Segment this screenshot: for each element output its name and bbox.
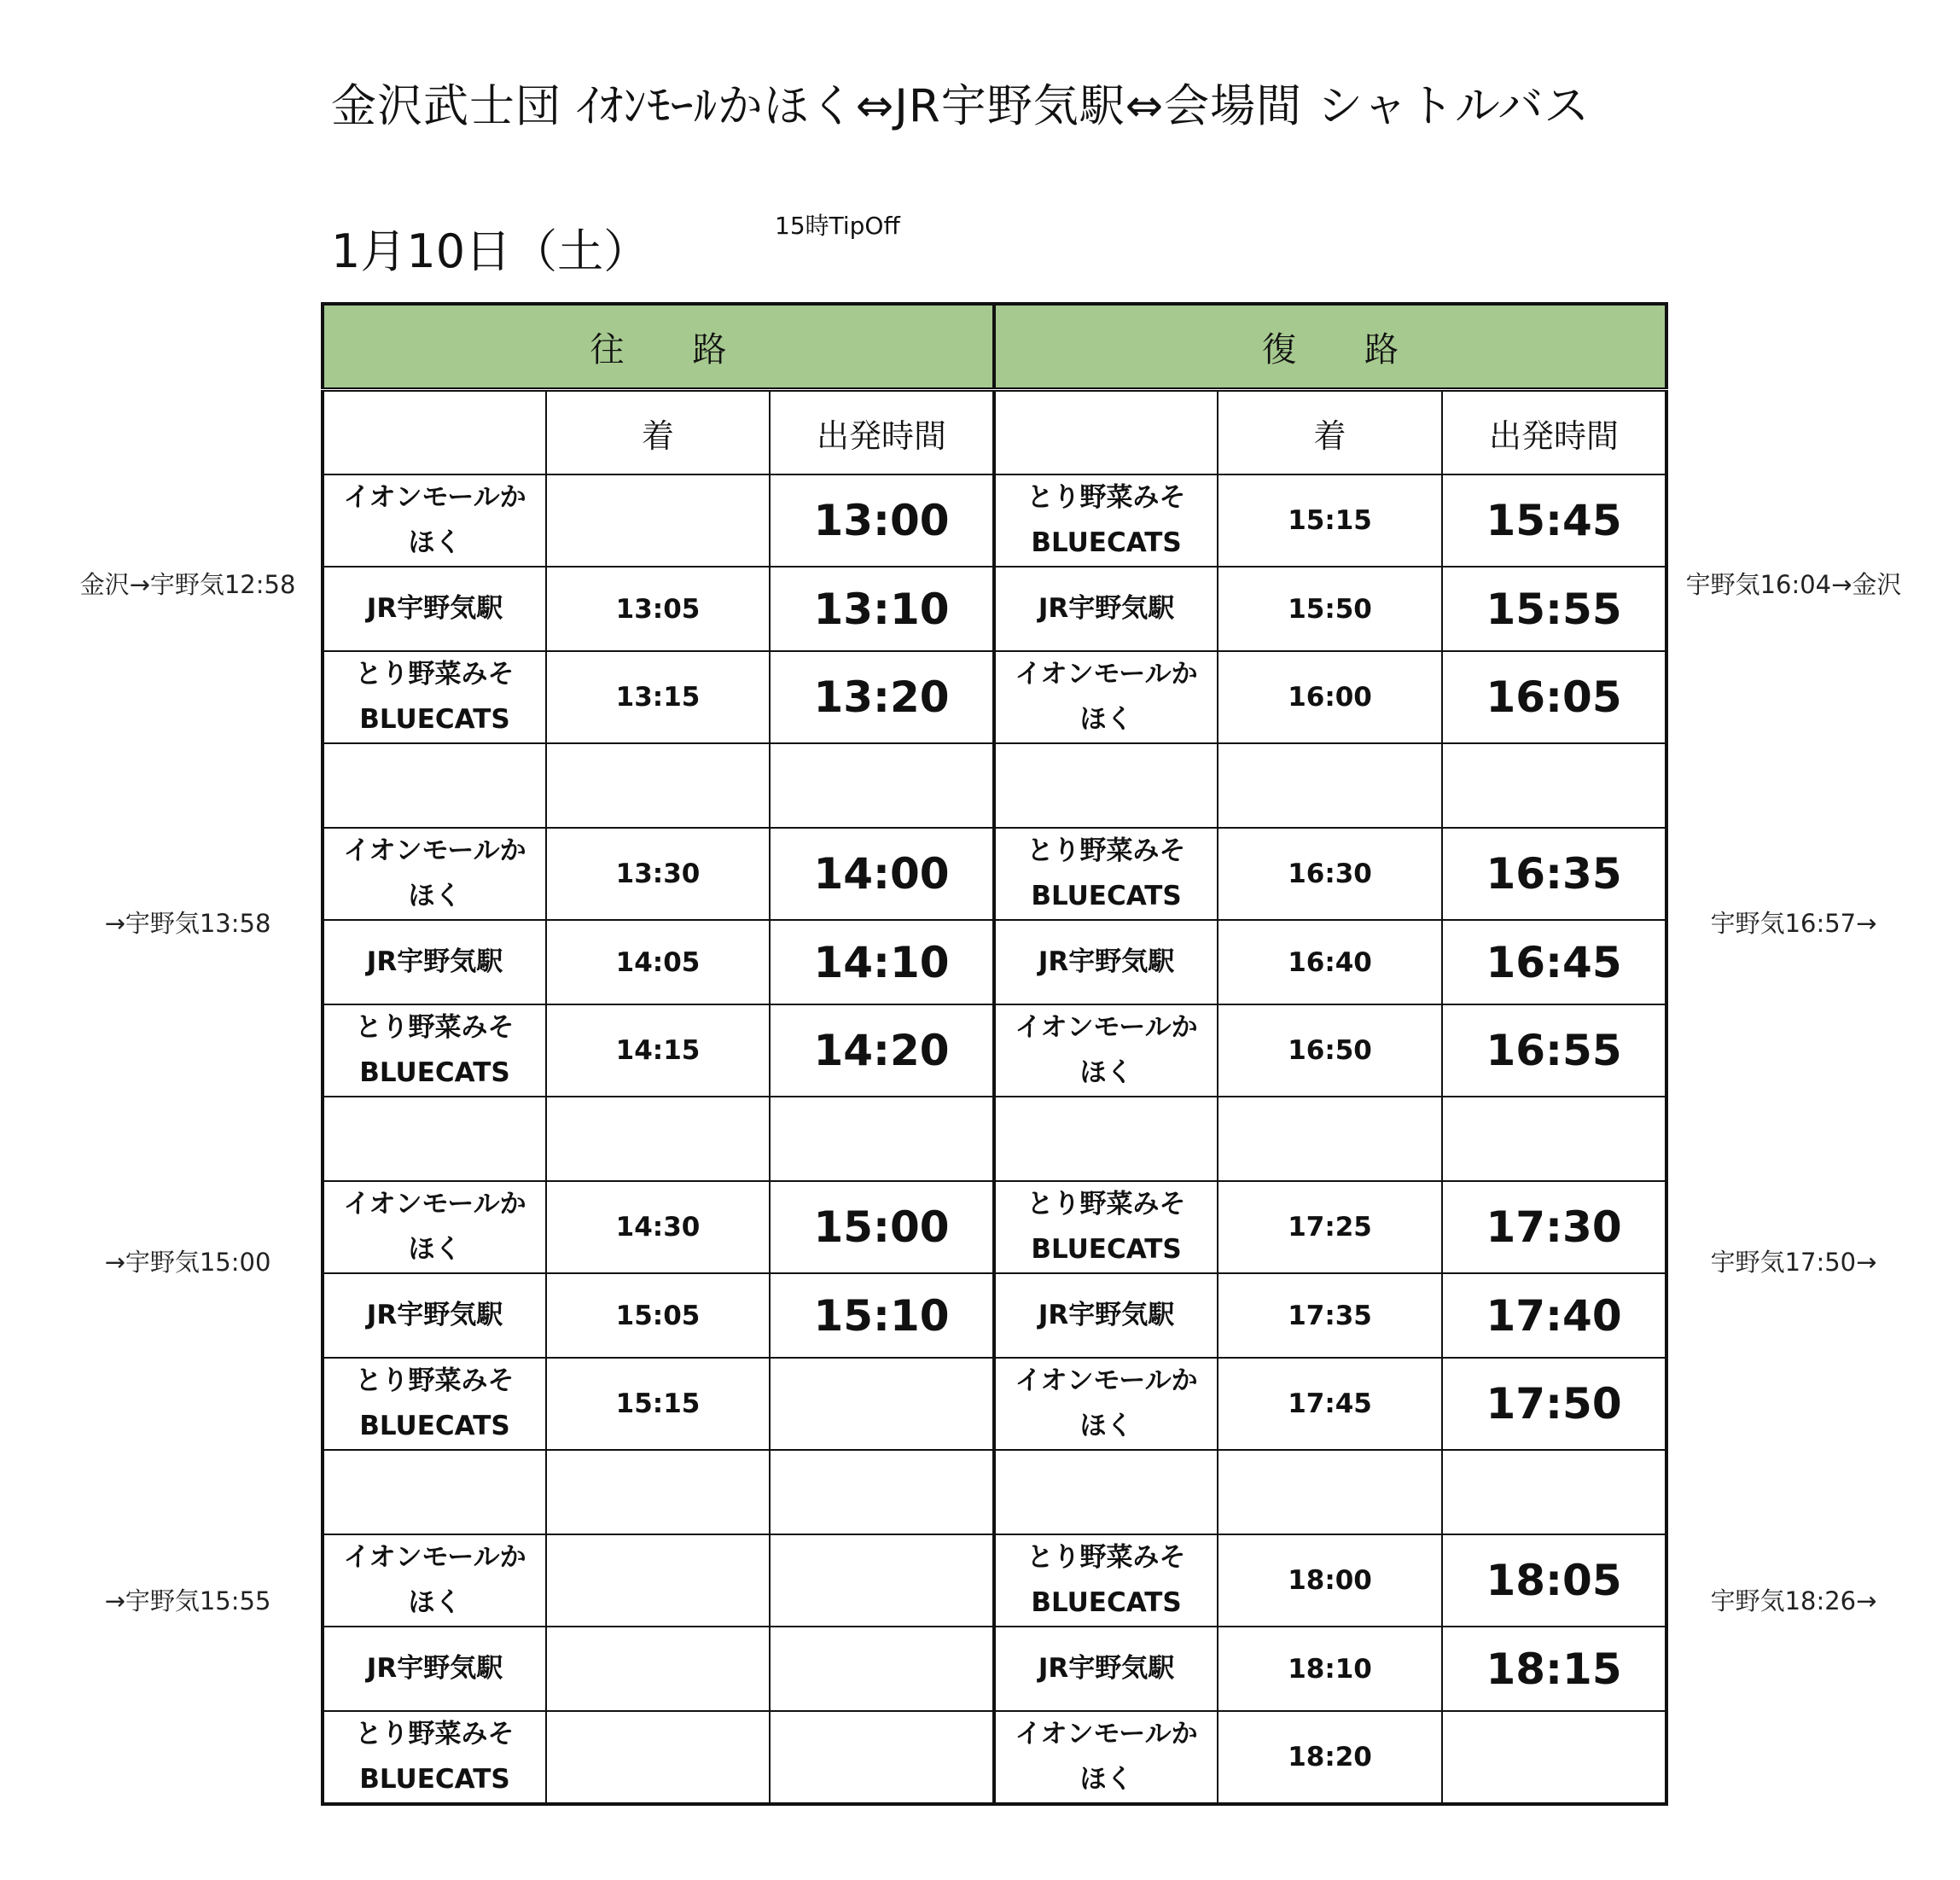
outbound-arrive-cell xyxy=(546,1004,770,1097)
table-row xyxy=(323,920,1666,1004)
blank-cell xyxy=(323,1450,546,1534)
blank-cell xyxy=(323,1097,546,1181)
return-arrive-cell-text: 16:50 xyxy=(1288,1035,1372,1066)
page-title: 金沢武士団 ｲｵﾝﾓｰﾙかほく⇔JR宇野気駅⇔会場間 シャトルバス xyxy=(331,80,1591,132)
outbound-arrive-cell xyxy=(546,828,770,920)
outbound-stop-cell xyxy=(323,1273,546,1358)
return-depart-cell-text: 18:05 xyxy=(1486,1556,1622,1605)
outbound-stop-cell-text: とり野菜みそ BLUECATS xyxy=(355,1365,515,1441)
outbound-depart-cell-text: 15:00 xyxy=(813,1202,950,1252)
outbound-stop-cell-text: イオンモールか ほく xyxy=(343,482,526,558)
return-depart-cell-text: 16:35 xyxy=(1486,849,1622,899)
return-stop-cell-text: とり野菜みそ BLUECATS xyxy=(1027,835,1186,911)
return-arrive-cell xyxy=(1218,1273,1442,1358)
outbound-depart-cell xyxy=(770,651,994,743)
outbound-header: 往 路 xyxy=(323,304,994,390)
train-connection-note-right: 宇野気18:26→ xyxy=(1710,1586,1877,1615)
outbound-stop-cell-text: イオンモールか ほく xyxy=(343,1189,526,1265)
return-depart-cell xyxy=(1442,1181,1666,1273)
return-stop-cell xyxy=(994,920,1218,1004)
outbound-arrive-cell-text: 14:05 xyxy=(615,946,701,978)
outbound-depart-cell xyxy=(770,1004,994,1097)
outbound-stop-cell xyxy=(323,567,546,651)
return-arrive-cell xyxy=(1218,1627,1442,1711)
return-depart-cell xyxy=(1442,920,1666,1004)
outbound-arrive-cell-text: 14:30 xyxy=(615,1212,701,1243)
outbound-depart-cell xyxy=(770,1273,994,1358)
outbound-stop-cell xyxy=(323,1004,546,1097)
return-arrive-cell xyxy=(1218,567,1442,651)
return-stop-cell-text: JR宇野気駅 xyxy=(1038,946,1175,977)
return-stop-cell-text: とり野菜みそ BLUECATS xyxy=(1027,482,1186,558)
table-row xyxy=(323,828,1666,920)
return-arrive-cell-text: 17:25 xyxy=(1288,1212,1372,1243)
table-row xyxy=(323,1711,1666,1804)
outbound-arrive-cell xyxy=(546,1627,770,1711)
table-row xyxy=(323,1358,1666,1450)
outbound-stop-cell-text: JR宇野気駅 xyxy=(366,1300,503,1330)
outbound-depart-cell xyxy=(770,1711,994,1804)
return-stop-cell-text: JR宇野気駅 xyxy=(1038,1300,1175,1330)
return-arrive-cell xyxy=(1218,1358,1442,1450)
table-row xyxy=(323,1181,1666,1273)
outbound-depart-cell xyxy=(770,567,994,651)
column-header-row xyxy=(323,390,1666,475)
return-depart-cell xyxy=(1442,474,1666,567)
blank-cell xyxy=(1442,743,1666,828)
return-stop-cell-text: イオンモールか ほく xyxy=(1015,1012,1198,1088)
return-arrive-cell-text: 17:35 xyxy=(1288,1300,1372,1331)
outbound-stop-cell-text: JR宇野気駅 xyxy=(366,946,503,977)
return-stop-cell-text: JR宇野気駅 xyxy=(1038,593,1175,624)
return-arrive-cell-text: 18:00 xyxy=(1288,1565,1372,1596)
return-stop-cell xyxy=(994,1627,1218,1711)
outbound-arrive-cell xyxy=(546,1181,770,1273)
return-arrive-cell xyxy=(1218,920,1442,1004)
outbound-stop-cell-text: JR宇野気駅 xyxy=(366,1653,503,1684)
tipoff-time: 15時TipOff xyxy=(775,212,900,240)
blank-cell xyxy=(770,1450,994,1534)
outbound-arrive-cell xyxy=(546,920,770,1004)
outbound-depart-cell-text: 15:10 xyxy=(813,1290,950,1341)
train-connection-note-left: →宇野気15:00 xyxy=(104,1248,271,1277)
outbound-depart-cell xyxy=(770,828,994,920)
shuttle-timetable xyxy=(321,302,1668,1806)
outbound-depart-cell xyxy=(770,1534,994,1627)
blank-cell xyxy=(1218,743,1442,828)
outbound-arrive-cell xyxy=(546,1534,770,1627)
outbound-depart-cell xyxy=(770,1181,994,1273)
return-arrive-cell xyxy=(1218,828,1442,920)
blank-cell xyxy=(546,743,770,828)
return-stop-header xyxy=(994,390,1218,475)
return-arrive-cell xyxy=(1218,1534,1442,1627)
event-date: 1月10日（土） xyxy=(331,224,650,278)
outbound-depart-cell xyxy=(770,1358,994,1450)
outbound-arrive-cell xyxy=(546,1358,770,1450)
return-stop-cell xyxy=(994,1273,1218,1358)
return-arrive-cell xyxy=(1218,1711,1442,1804)
return-depart-cell xyxy=(1442,1627,1666,1711)
blank-cell xyxy=(1442,1097,1666,1181)
outbound-depart-header: 出発時間 xyxy=(770,390,994,475)
outbound-stop-cell-text: イオンモールか ほく xyxy=(343,835,526,911)
outbound-arrive-cell xyxy=(546,651,770,743)
outbound-stop-cell xyxy=(323,474,546,567)
return-stop-cell-text: イオンモールか ほく xyxy=(1015,1719,1198,1795)
blank-cell xyxy=(1218,1450,1442,1534)
table-row xyxy=(323,1627,1666,1711)
blank-cell xyxy=(546,1097,770,1181)
return-arrive-cell-text: 16:40 xyxy=(1288,946,1372,978)
return-stop-cell-text: イオンモールか ほく xyxy=(1015,1365,1198,1441)
return-stop-cell-text: イオンモールか ほく xyxy=(1015,659,1198,735)
outbound-stop-header xyxy=(323,390,546,475)
blank-cell xyxy=(1218,1097,1442,1181)
return-depart-cell xyxy=(1442,1004,1666,1097)
return-arrive-cell xyxy=(1218,1181,1442,1273)
outbound-stop-cell xyxy=(323,1181,546,1273)
outbound-arrive-cell-text: 13:05 xyxy=(615,593,701,625)
blank-cell xyxy=(323,743,546,828)
return-depart-cell-text: 15:55 xyxy=(1486,584,1622,634)
outbound-depart-cell-text: 14:00 xyxy=(813,849,950,899)
return-depart-cell xyxy=(1442,567,1666,651)
return-stop-cell-text: JR宇野気駅 xyxy=(1038,1653,1175,1684)
train-connection-note-right: 宇野気16:04→金沢 xyxy=(1685,570,1902,599)
outbound-depart-cell-text: 14:20 xyxy=(813,1026,950,1075)
return-depart-cell-text: 17:50 xyxy=(1486,1379,1622,1429)
outbound-arrive-cell xyxy=(546,567,770,651)
return-arrive-cell-text: 18:10 xyxy=(1288,1653,1372,1685)
outbound-depart-cell xyxy=(770,1627,994,1711)
return-arrive-header: 着 xyxy=(1218,390,1442,475)
train-connection-note-right: 宇野気17:50→ xyxy=(1710,1248,1877,1277)
outbound-stop-cell xyxy=(323,1627,546,1711)
outbound-depart-cell-text: 13:10 xyxy=(813,584,950,634)
outbound-depart-cell-text: 13:00 xyxy=(813,496,950,545)
train-connection-note-right: 宇野気16:57→ xyxy=(1710,909,1877,938)
return-arrive-cell-text: 18:20 xyxy=(1288,1742,1372,1772)
outbound-arrive-cell-text: 15:05 xyxy=(615,1300,701,1331)
return-arrive-cell xyxy=(1218,651,1442,743)
return-depart-cell xyxy=(1442,1534,1666,1627)
blank-cell xyxy=(546,1450,770,1534)
blank-cell xyxy=(770,743,994,828)
return-stop-cell xyxy=(994,828,1218,920)
outbound-stop-cell xyxy=(323,920,546,1004)
return-depart-cell xyxy=(1442,651,1666,743)
blank-cell xyxy=(1442,1450,1666,1534)
table-row xyxy=(323,474,1666,567)
outbound-stop-cell-text: とり野菜みそ BLUECATS xyxy=(355,1719,515,1795)
outbound-stop-cell-text: JR宇野気駅 xyxy=(366,593,503,624)
outbound-stop-cell xyxy=(323,1534,546,1627)
return-arrive-cell-text: 15:50 xyxy=(1288,593,1372,625)
blank-cell xyxy=(994,1097,1218,1181)
return-depart-cell-text: 17:30 xyxy=(1486,1202,1622,1252)
table-row xyxy=(323,567,1666,651)
outbound-stop-cell xyxy=(323,651,546,743)
direction-header-row xyxy=(323,304,1666,390)
outbound-stop-cell xyxy=(323,828,546,920)
return-stop-cell xyxy=(994,1181,1218,1273)
return-depart-cell xyxy=(1442,1358,1666,1450)
return-stop-cell xyxy=(994,567,1218,651)
outbound-stop-cell-text: とり野菜みそ BLUECATS xyxy=(355,1012,515,1088)
return-depart-cell-text: 18:15 xyxy=(1486,1644,1622,1694)
return-arrive-cell-text: 17:45 xyxy=(1288,1388,1372,1419)
train-connection-note-left: 金沢→宇野気12:58 xyxy=(79,570,296,599)
return-stop-cell xyxy=(994,1711,1218,1804)
return-depart-cell-text: 15:45 xyxy=(1486,496,1622,545)
return-arrive-cell xyxy=(1218,474,1442,567)
outbound-arrive-cell-text: 14:15 xyxy=(615,1035,701,1066)
return-depart-cell-text: 17:40 xyxy=(1486,1290,1622,1341)
return-depart-header: 出発時間 xyxy=(1442,390,1666,475)
outbound-stop-cell xyxy=(323,1711,546,1804)
return-depart-cell-text: 16:55 xyxy=(1486,1026,1622,1075)
return-stop-cell xyxy=(994,651,1218,743)
outbound-arrive-cell xyxy=(546,1273,770,1358)
return-stop-cell xyxy=(994,1004,1218,1097)
return-depart-cell-text: 16:45 xyxy=(1486,937,1622,987)
outbound-arrive-cell-text: 15:15 xyxy=(615,1388,701,1419)
return-depart-cell xyxy=(1442,828,1666,920)
blank-row xyxy=(323,1097,1666,1181)
blank-cell xyxy=(770,1097,994,1181)
return-depart-cell xyxy=(1442,1711,1666,1804)
return-stop-cell xyxy=(994,1358,1218,1450)
table-row xyxy=(323,1534,1666,1627)
return-arrive-cell-text: 16:00 xyxy=(1288,682,1372,713)
return-header: 復 路 xyxy=(994,304,1666,390)
outbound-arrive-cell xyxy=(546,474,770,567)
return-stop-cell-text: とり野菜みそ BLUECATS xyxy=(1027,1542,1186,1618)
table-row xyxy=(323,1004,1666,1097)
outbound-stop-cell-text: イオンモールか ほく xyxy=(343,1542,526,1618)
return-stop-cell-text: とり野菜みそ BLUECATS xyxy=(1027,1189,1186,1265)
outbound-arrive-cell-text: 13:30 xyxy=(615,859,701,889)
train-connection-note-left: →宇野気13:58 xyxy=(104,909,271,938)
blank-row xyxy=(323,743,1666,828)
blank-cell xyxy=(994,743,1218,828)
outbound-arrive-header: 着 xyxy=(546,390,770,475)
return-arrive-cell-text: 15:15 xyxy=(1288,505,1372,536)
table-row xyxy=(323,651,1666,743)
return-depart-cell xyxy=(1442,1273,1666,1358)
return-stop-cell xyxy=(994,1534,1218,1627)
outbound-stop-cell-text: とり野菜みそ BLUECATS xyxy=(355,659,515,735)
outbound-depart-cell xyxy=(770,920,994,1004)
return-depart-cell-text: 16:05 xyxy=(1486,672,1622,722)
outbound-depart-cell-text: 14:10 xyxy=(813,937,950,987)
outbound-arrive-cell-text: 13:15 xyxy=(615,682,701,713)
blank-row xyxy=(323,1450,1666,1534)
train-connection-note-left: →宇野気15:55 xyxy=(104,1586,271,1615)
outbound-stop-cell xyxy=(323,1358,546,1450)
return-stop-cell xyxy=(994,474,1218,567)
outbound-arrive-cell xyxy=(546,1711,770,1804)
return-arrive-cell-text: 16:30 xyxy=(1288,859,1372,889)
return-arrive-cell xyxy=(1218,1004,1442,1097)
outbound-depart-cell xyxy=(770,474,994,567)
outbound-depart-cell-text: 13:20 xyxy=(813,672,950,722)
table-row xyxy=(323,1273,1666,1358)
blank-cell xyxy=(994,1450,1218,1534)
